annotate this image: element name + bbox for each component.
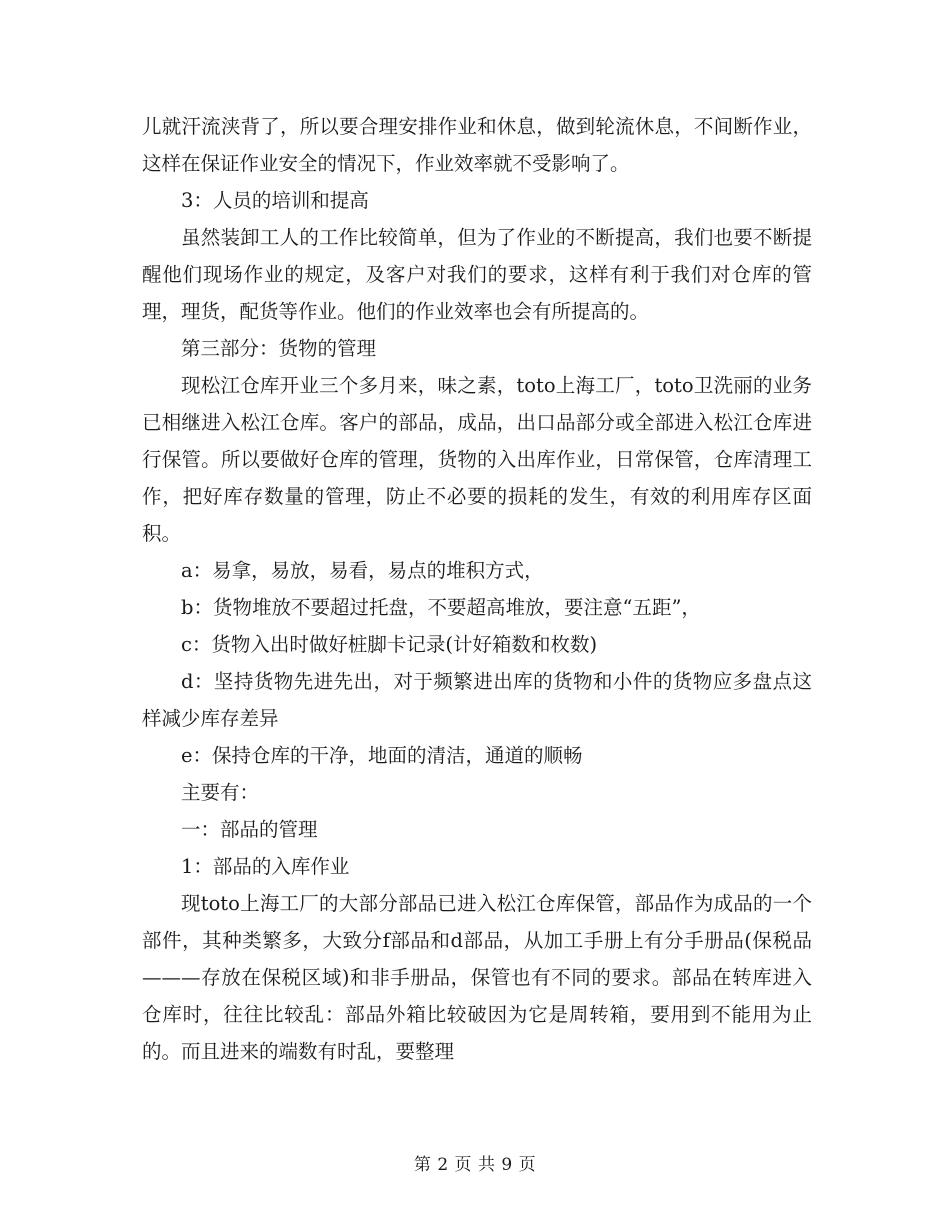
paragraph-parts-inbound: 现toto上海工厂的大部分部品已进入松江仓库保管，部品作为成品的一个部件，其种类繁多，大致分f部品和d部品，从加工手册上有分手册品(保税品———存放在保税区域)和非手册品，保管也有不同的要求。部品在转库进入仓库时，往往比较乱：部品外箱比较破因为它是周转箱，要用到不能用为止的。而且进来的端数有时乱，要整理: [142, 892, 812, 1063]
heading-part-three: 第三部分：货物的管理: [181, 337, 377, 360]
list-item-b: b：货物堆放不要超过托盘，不要超高堆放，要注意“五距”，: [181, 596, 701, 619]
list-item-a: a：易拿，易放，易看，易点的堆积方式，: [181, 559, 544, 582]
heading-staff-training: 3：人员的培训和提高: [181, 189, 369, 212]
list-item-d: d：坚持货物先进先出，对于频繁进出库的货物和小件的货物应多盘点这样减少库存差异: [142, 670, 812, 730]
heading-parts-inbound: 1：部品的入库作业: [181, 855, 350, 878]
paragraph-continuation: 儿就汗流浃背了，所以要合理安排作业和休息，做到轮流休息，不间断作业，这样在保证作业安全的情况下，作业效率就不受影响了。: [142, 115, 812, 175]
list-item-e: e：保持仓库的干净，地面的清洁，通道的顺畅: [181, 744, 583, 767]
page-number-footer: 第 2 页 共 9 页: [413, 1155, 537, 1175]
document-body: [142, 108, 812, 1070]
heading-parts-management: 一：部品的管理: [181, 818, 318, 841]
paragraph-main-items: 主要有：: [181, 781, 260, 804]
paragraph-songjiang-warehouse: 现松江仓库开业三个多月来，味之素，toto上海工厂，toto卫洗丽的业务已相继进入松江仓库。客户的部品，成品，出口品部分或全部进入松江仓库进行保管。所以要做好仓库的管理，货物的入出库作业，日常保管，仓库清理工作，把好库存数量的管理，防止不必要的损耗的发生，有效的利用库存区面积。: [142, 374, 812, 545]
list-item-c: c：货物入出时做好桩脚卡记录(计好箱数和枚数): [181, 633, 598, 656]
paragraph-training: 虽然装卸工人的工作比较简单，但为了作业的不断提高，我们也要不断提醒他们现场作业的规定，及客户对我们的要求，这样有利于我们对仓库的管理，理货，配货等作业。他们的作业效率也会有所提高的。: [142, 226, 812, 323]
